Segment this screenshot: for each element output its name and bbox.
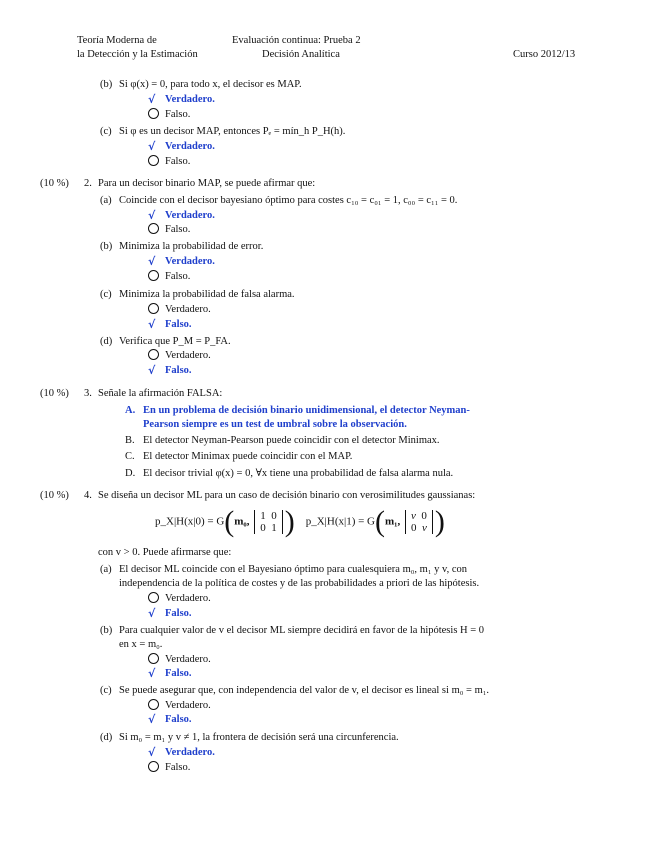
check-icon: √: [148, 713, 156, 726]
q2b-true-option: Verdadero.: [165, 256, 215, 267]
q2c-text: Minimiza la probabilidad de falsa alarma.: [119, 289, 295, 300]
q1b-false-option: Falso.: [165, 109, 191, 120]
q4d-false-option: Falso.: [165, 762, 191, 773]
q4a-line2: independencia de la política de costes y de las probabilidades a priori de las hipótesis.: [119, 578, 480, 589]
q2c-false-option: Falso.: [165, 319, 192, 330]
q1c-text: Si φ es un decisor MAP, entonces Pₑ = mín_h P_H(h).: [119, 126, 346, 137]
q3-number: 3.: [84, 388, 92, 399]
q4a-false-option: Falso.: [165, 608, 192, 619]
q4c-false-option: Falso.: [165, 714, 192, 725]
q2b-false-option: Falso.: [165, 271, 191, 282]
check-icon: √: [148, 318, 156, 331]
radio-circle-icon: [148, 699, 159, 710]
q1b-true-option: Verdadero.: [165, 94, 215, 105]
q2a-text: Coincide con el decisor bayesiano óptimo para costes c₁₀ = c₀₁ = 1, c₀₀ = c₁₁ = 0.: [119, 195, 458, 206]
q4a-letter: (a): [100, 564, 112, 575]
q2-text: Para un decisor binario MAP, se puede afirmar que:: [98, 178, 316, 189]
evaluation-title: [232, 34, 361, 62]
q4-text: Se diseña un decisor ML para un caso de decisión binario con verosimilitudes gaussianas:: [98, 490, 476, 501]
q1c-true-option: Verdadero.: [165, 141, 215, 152]
q2c-letter: (c): [100, 289, 112, 300]
q4c-true-option: Verdadero.: [165, 700, 211, 711]
q4a-true-option: Verdadero.: [165, 593, 211, 604]
q4c-text: Se puede asegurar que, con independencia del valor de v, el decisor es lineal si m₀ = m₁.: [119, 685, 490, 696]
radio-circle-icon: [148, 303, 159, 314]
evaluation-title-line2: Decisión Analítica: [262, 49, 340, 60]
q2a-true-option: Verdadero.: [165, 210, 215, 221]
evaluation-title-line1: Evaluación continua: Prueba 2: [232, 35, 361, 46]
radio-circle-icon: [148, 653, 159, 664]
q3-option-a-letter: A.: [125, 405, 136, 416]
check-icon: √: [148, 667, 156, 680]
q2a-letter: (a): [100, 195, 112, 206]
check-icon: √: [148, 607, 156, 620]
q2d-false-option: Falso.: [165, 365, 192, 376]
q4-percent: (10 %): [40, 490, 69, 501]
q1b-text: Si φ(x) = 0, para todo x, el decisor es MAP.: [119, 79, 302, 90]
q2d-true-option: Verdadero.: [165, 350, 211, 361]
likelihood-equation: p_X|H(x|0) = G(m₀, 1 0 0 1 ) p_X|H(x|1) = G(m₁, v 0 0 v ): [155, 505, 445, 538]
q4b-letter: (b): [100, 625, 113, 636]
check-icon: √: [148, 255, 156, 268]
check-icon: √: [148, 93, 156, 106]
q2-number: 2.: [84, 178, 92, 189]
course-title-line2: la Detección y la Estimación: [77, 49, 198, 60]
q4b-true-option: Verdadero.: [165, 654, 211, 665]
q1c-false-option: Falso.: [165, 156, 191, 167]
check-icon: √: [148, 209, 156, 222]
q1c-letter: (c): [100, 126, 112, 137]
q3-option-b-letter: B.: [125, 435, 135, 446]
q4-number: 4.: [84, 490, 92, 501]
course-year: Curso 2012/13: [513, 49, 576, 60]
covariance-matrix-0: 1 0 0 1: [254, 510, 283, 534]
q3-option-b-text: El detector Neyman-Pearson puede coincidir con el detector Minimax.: [143, 435, 440, 446]
radio-circle-icon: [148, 223, 159, 234]
q2b-letter: (b): [100, 241, 113, 252]
covariance-matrix-1: v 0 0 v: [405, 510, 433, 534]
q4c-letter: (c): [100, 685, 112, 696]
q4d-letter: (d): [100, 732, 113, 743]
q2d-letter: (d): [100, 336, 113, 347]
q2a-false-option: Falso.: [165, 224, 191, 235]
q4a-line1: El decisor ML coincide con el Bayesiano óptimo para cualesquiera m₀, m₁ y v, con: [119, 564, 467, 575]
check-icon: √: [148, 746, 156, 759]
q2d-text: Verifica que P_M = P_FA.: [119, 336, 231, 347]
q1b-letter: (b): [100, 79, 113, 90]
radio-circle-icon: [148, 761, 159, 772]
check-icon: √: [148, 140, 156, 153]
radio-circle-icon: [148, 155, 159, 166]
q4b-line1: Para cualquier valor de v el decisor ML siempre decidirá en favor de la hipótesis H = 0: [119, 625, 485, 636]
q4b-false-option: Falso.: [165, 668, 192, 679]
q4d-text: Si m₀ = m₁ y v ≠ 1, la frontera de decisión será una circunferencia.: [119, 732, 399, 743]
q2-percent: (10 %): [40, 178, 69, 189]
q3-percent: (10 %): [40, 388, 69, 399]
course-title-line1: Teoría Moderna de: [77, 35, 157, 46]
q3-option-c-letter: C.: [125, 451, 135, 462]
radio-circle-icon: [148, 349, 159, 360]
q2b-text: Minimiza la probabilidad de error.: [119, 241, 264, 252]
q3-option-c-text: El detector Minimax puede coincidir con el MAP.: [143, 451, 353, 462]
q4-condition: con v > 0. Puede afirmarse que:: [98, 547, 232, 558]
q4b-line2: en x = m₀.: [119, 639, 163, 650]
radio-circle-icon: [148, 592, 159, 603]
radio-circle-icon: [148, 108, 159, 119]
q3-text: Señale la afirmación FALSA:: [98, 388, 223, 399]
q4d-true-option: Verdadero.: [165, 747, 215, 758]
q3-option-d-text: El decisor trivial φ(x) = 0, ∀x tiene una probabilidad de falsa alarma nula.: [143, 468, 454, 479]
q2c-true-option: Verdadero.: [165, 304, 211, 315]
radio-circle-icon: [148, 270, 159, 281]
q3-option-a-line1: En un problema de decisión binario unidimensional, el detector Neyman-: [143, 405, 470, 416]
check-icon: √: [148, 364, 156, 377]
course-title: [77, 34, 198, 62]
q3-option-d-letter: D.: [125, 468, 136, 479]
q3-option-a-line2: Pearson siempre es un test de umbral sobre la observación.: [143, 419, 407, 430]
